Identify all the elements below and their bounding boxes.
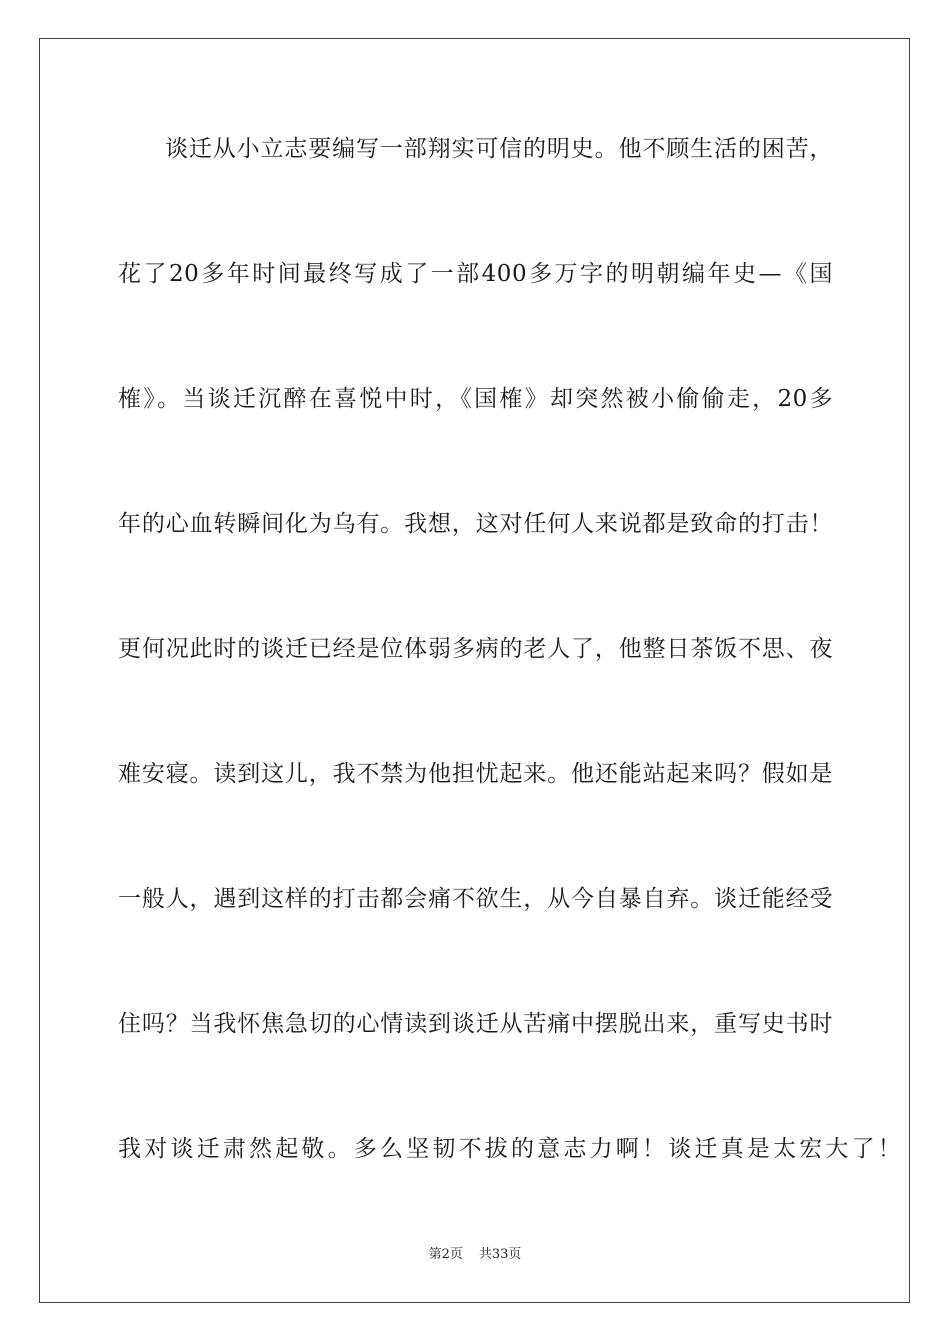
- paragraph-line: 难安寝。读到这儿，我不禁为他担忧起来。他还能站起来吗？假如是: [118, 761, 833, 787]
- page-border: [39, 38, 910, 1303]
- page-number: 第2页: [428, 1247, 463, 1262]
- paragraph-line: 榷》。当谈迁沉醉在喜悦中时，《国榷》却突然被小偷偷走，20多: [118, 386, 833, 412]
- paragraph-line: 花了20多年时间最终写成了一部400多万字的明朝编年史—《国: [118, 261, 833, 287]
- page-footer: [0, 1246, 950, 1264]
- total-pages: 共33页: [478, 1247, 522, 1262]
- paragraph-line: 住吗？当我怀焦急切的心情读到谈迁从苦痛中摆脱出来，重写史书时: [118, 1011, 833, 1037]
- paragraph-line: 谈迁从小立志要编写一部翔实可信的明史。他不顾生活的困苦，: [165, 136, 833, 162]
- paragraph-line: 一般人，遇到这样的打击都会痛不欲生，从今自暴自弃。谈迁能经受: [118, 886, 833, 912]
- paragraph-line: 更何况此时的谈迁已经是位体弱多病的老人了，他整日茶饭不思、夜: [118, 636, 833, 662]
- paragraph-line: 年的心血转瞬间化为乌有。我想，这对任何人来说都是致命的打击！: [118, 511, 833, 537]
- paragraph-line: 我对谈迁肃然起敬。多么坚韧不拔的意志力啊！谈迁真是太宏大了！: [118, 1136, 904, 1162]
